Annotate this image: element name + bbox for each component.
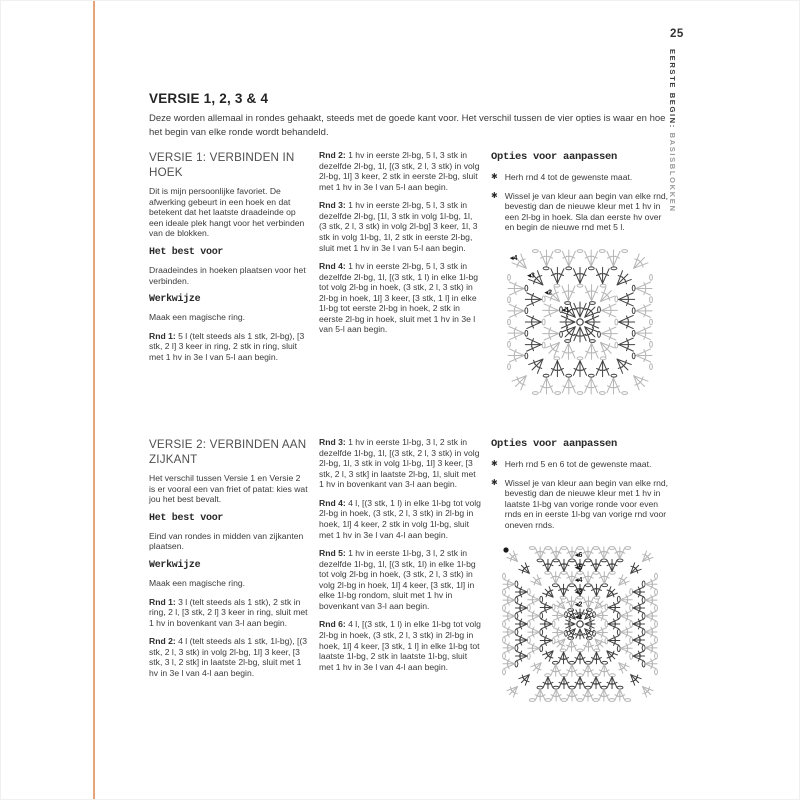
- round-instruction: [319, 261, 481, 335]
- round-label: Rnd 5:: [319, 548, 346, 559]
- svg-text:◂2: ◂2: [575, 601, 583, 609]
- column-right: [491, 437, 669, 710]
- svg-text:◂3: ◂3: [575, 589, 583, 597]
- round-instruction: [149, 331, 309, 363]
- round-label: Rnd 1:: [149, 596, 176, 607]
- subheading-werkwijze: Werkwijze: [149, 294, 201, 306]
- section-description: Dit is mijn persoonlijke favoriet. De afwerking gebeurt in een hoek en dat betekent dat het laatste draadeinde op een ideale plek hangt voor het verbinden van de blokken.: [149, 186, 305, 239]
- column-middle: [319, 437, 481, 710]
- round-label: Rnd 3:: [319, 437, 346, 447]
- best-voor-text: Draadeindes in hoeken plaatsen voor het verbinden.: [149, 264, 306, 286]
- option-text: Wissel je van kleur aan begin van elke rnd, bevestig dan de nieuwe kleur met 1 hv in laatste 1l-bg van vorige ronde voor even rnds en in eerste 1l-bg van vorige rnd voor oneven rnds.: [504, 477, 669, 530]
- sidebar-title-bold: EERSTE BEGIN:: [668, 49, 677, 129]
- round-instruction: [319, 498, 481, 540]
- round-text: 4 l (telt steeds als 1 stk, 1l-bg), [(3 stk, 2 l, 3 stk) in volg 2l-bg, 1l] 3 keer, [3 stk, 3 l, 2 stk] in laatste 2l-bg, sluit met 1 hv in 3e l van 4-l aan begin.: [149, 636, 308, 678]
- round-label: Rnd 3:: [319, 200, 346, 211]
- best-voor-text: Eind van rondes in midden van zijkanten plaatsen.: [149, 530, 304, 552]
- werkwijze-intro: Maak een magische ring.: [149, 312, 246, 323]
- round-text: 5 l (telt steeds als 1 stk, 2l-bg), [3 stk, 2 l] 3 keer in ring, 2 stk in ring, sluit met 1 hv in 3e l van 5-l aan begin.: [149, 330, 305, 362]
- svg-text:◂2: ◂2: [544, 289, 553, 297]
- round-text: 1 hv in eerste 2l-bg, 5 l, 3 stk in dezelfde 2l-bg, 1l, [(3 stk, 1 l) in elke 1l-bg tot volg 2l-bg in hoek, (3 stk, 2 l, 3 stk) in 2l-bg in hoek, 1l] 3 keer, [3 stk, 1 l] in elke 1l-bg tot eerste 2l-bg in hoek, 2 stk in eerste 2l-bg in hoek, sluit met 1 hv in 3e l van 5-l aan begin.: [319, 261, 479, 335]
- section-heading: VERSIE 2: VERBINDEN AAN ZIJKANT: [149, 438, 307, 467]
- option-text: Herh rnd 5 en 6 tot de gewenste maat.: [504, 459, 652, 469]
- section-versie-2: [149, 437, 669, 710]
- option-item: [491, 172, 669, 183]
- svg-text:◂4: ◂4: [510, 254, 518, 262]
- page-number: 25: [670, 28, 684, 40]
- round-instruction: [319, 200, 481, 253]
- subheading-opties: Opties voor aanpassen: [491, 151, 618, 163]
- option-item: [491, 459, 669, 470]
- column-left: [149, 150, 309, 403]
- round-instruction: [319, 548, 481, 611]
- subheading-opties: Opties voor aanpassen: [491, 438, 618, 450]
- subheading-best-voor: Het best voor: [149, 512, 224, 524]
- svg-text:◂5: ◂5: [575, 564, 583, 572]
- crochet-chart-versie-2: [491, 538, 669, 710]
- round-label: Rnd 6:: [319, 619, 346, 630]
- column-middle: [319, 150, 481, 403]
- column-left: [149, 437, 309, 710]
- accent-line: [93, 1, 95, 800]
- crochet-chart-versie-1: [491, 241, 669, 403]
- svg-text:◂3: ◂3: [527, 272, 535, 280]
- round-instruction: [319, 437, 481, 490]
- round-label: Rnd 1:: [149, 330, 176, 341]
- section-heading: VERSIE 1: VERBINDEN IN HOEK: [149, 151, 295, 180]
- round-instruction: [319, 619, 481, 672]
- round-label: Rnd 4:: [319, 261, 346, 272]
- werkwijze-intro: Maak een magische ring.: [149, 577, 246, 588]
- svg-text:◂4: ◂4: [575, 577, 583, 585]
- column-right: [491, 150, 669, 403]
- subheading-best-voor: Het best voor: [149, 246, 224, 258]
- page-title: VERSIE 1, 2, 3 & 4: [149, 91, 269, 107]
- round-text: 1 hv in eerste 2l-bg, 5 l, 3 stk in dezelfde 2l-bg, 1l, [(3 stk, 2 l, 3 stk) in volg 2l-bg, 1l] 3 keer, 2 stk in eerste 2l-bg, sluit met 1 hv in 3e l van 5-l aan begin.: [319, 150, 480, 192]
- page-intro: Deze worden allemaal in rondes gehaakt, steeds met de goede kant voor. Het verschil tussen de vier opties is waar en hoe het begin van elke ronde wordt behandeld.: [149, 112, 666, 138]
- star-bullet-icon: ✱: [491, 190, 498, 200]
- subheading-werkwijze: Werkwijze: [149, 559, 201, 571]
- svg-text:◂6: ◂6: [575, 552, 583, 560]
- sidebar-title-light: BASISBLOKKEN: [668, 128, 677, 213]
- option-text: Wissel je van kleur aan begin van elke rnd, bevestig dan de nieuwe kleur met 1 hv in een 2l-bg in hoek. Sla dan eerste hv over en begin de nieuwe rnd met 5 l.: [504, 190, 669, 233]
- section-description: Het verschil tussen Versie 1 en Versie 2 is er vooral een van friet of patat: kies wat jou het best bevalt.: [149, 473, 308, 505]
- option-item: [491, 191, 669, 233]
- section-versie-1: [149, 150, 669, 403]
- round-instruction: [149, 597, 309, 629]
- round-instruction: [149, 636, 309, 678]
- round-label: Rnd 2:: [149, 636, 176, 647]
- round-instruction: [319, 150, 481, 192]
- svg-text:◂1: ◂1: [575, 614, 583, 622]
- star-bullet-icon: ✱: [491, 459, 498, 468]
- option-item: [491, 478, 669, 531]
- star-bullet-icon: ✱: [491, 477, 498, 487]
- svg-text:◂1: ◂1: [562, 306, 570, 314]
- round-label: Rnd 4:: [319, 497, 346, 508]
- round-text: 1 hv in eerste 1l-bg, 3 l, 2 stk in dezelfde 1l-bg, 1l, [(3 stk, 2 l, 3 stk) in volg 2l-bg, 1l, 3 stk in volg 1l-bg, 1l] 3 keer, [3 stk, 2 l, 3 stk] in laatste 2l-bg, 1l, sluit met 1 hv in bovenkant van 3-l aan begin.: [319, 437, 480, 490]
- round-text: 4 l, [(3 stk, 1 l) in elke 1l-bg tot volg 2l-bg in hoek, (3 stk, 2 l, 3 stk) in 2l-bg in hoek, 1l] 4 keer, [3 stk, 1 l] in elke 1l-bg tot laatste 1l-bg, 2 stk in laatste 1l-bg, sluit met 1 hv in 3e l van 4-l aan begin.: [319, 619, 481, 672]
- round-text: 1 hv in eerste 1l-bg, 3 l, 2 stk in dezelfde 1l-bg, 1l, [(3 stk, 1l) in elke 1l-bg tot volg 2l-bg in hoek, (3 stk, 2 l, 3 stk) in volg 2l-bg in hoek, 1l] 4 keer, [3 stk, 1l] in elke 1l-bg rondom, sluit met 1 hv in bovenkant van 3-l aan begin.: [319, 548, 476, 611]
- round-text: 4 l, [(3 stk, 1 l) in elke 1l-bg tot volg 2l-bg in hoek, (3 stk, 2 l, 3 stk) in 2l-bg in hoek, 1l] 4 keer, 2 stk in volg 1l-bg, sluit met 1 hv in 3e l van 4-l aan begin.: [319, 497, 481, 540]
- round-text: 1 hv in eerste 2l-bg, 5 l, 3 stk in dezelfde 2l-bg, [1l, 3 stk in volg 1l-bg, 1l, (3 stk, 2 l, 3 stk) in volg 2l-bg] 3 keer, 1l, 3 stk in volg 1l-bg, 1l, 2 stk in eerste 2l-bg, sluit met 1 hv in 3e l van 5-l aan begin.: [319, 200, 478, 253]
- option-text: Herh rnd 4 tot de gewenste maat.: [504, 172, 633, 182]
- round-text: 3 l (telt steeds als 1 stk), 2 stk in ring, 2 l, [3 stk, 2 l] 3 keer in ring, sluit met 1 hv in bovenkant van 3-l aan begin.: [149, 596, 308, 628]
- star-bullet-icon: ✱: [491, 172, 498, 181]
- round-label: Rnd 2:: [319, 150, 346, 160]
